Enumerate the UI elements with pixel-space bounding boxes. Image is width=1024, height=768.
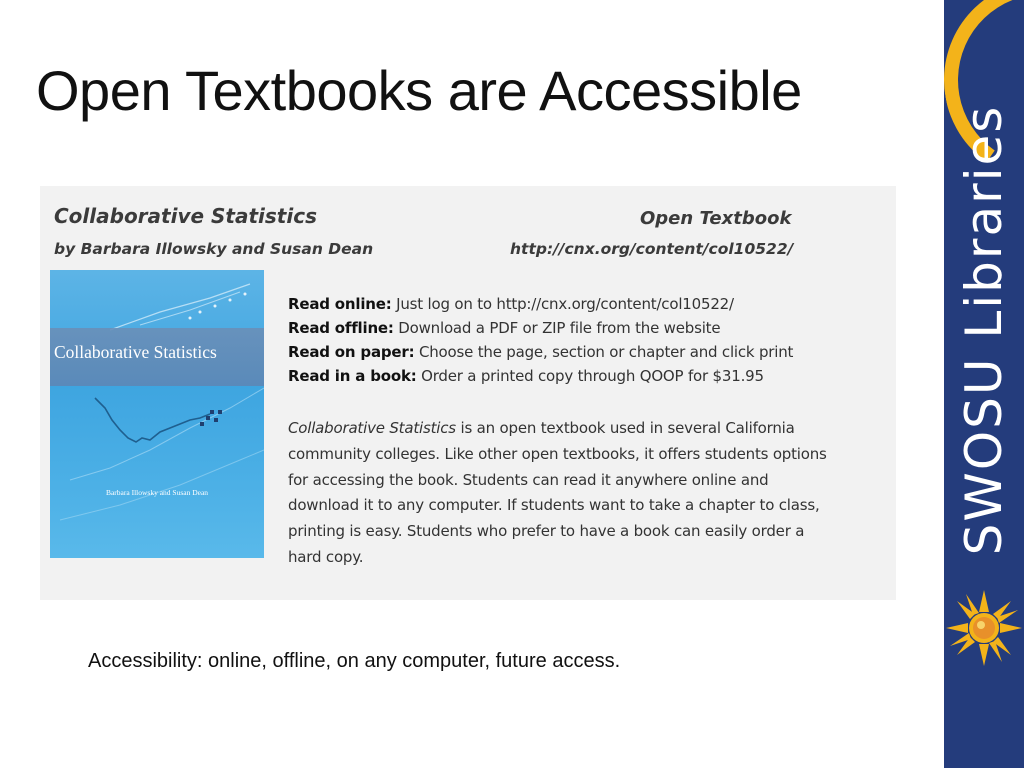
sidebar-brand-text: SWOSU Libraries (955, 104, 1013, 556)
access-option-text: Download a PDF or ZIP file from the website (398, 319, 721, 337)
slide-caption: Accessibility: online, offline, on any computer, future access. (88, 650, 621, 672)
access-option-paper (288, 340, 793, 364)
description-line (288, 416, 888, 442)
description-line: printing is easy. Students who prefer to have a book can easily order a (288, 522, 805, 541)
description-line: for accessing the book. Students can read it anywhere online and (288, 470, 769, 489)
description-line: hard copy. (288, 547, 364, 566)
description-line: community colleges. Like other open textbooks, it offers students options (288, 444, 827, 463)
description-book-name: Collaborative Statistics (288, 419, 456, 437)
access-option-offline (288, 316, 793, 340)
access-options-list (288, 292, 793, 388)
access-option-label: Read in a book: (288, 367, 417, 385)
access-option-text: Just log on to http://cnx.org/content/col10522/ (396, 295, 734, 313)
description-line-rest: is an open textbook used in several California (455, 419, 795, 437)
slide-title: Open Textbooks are Accessible (36, 59, 802, 122)
description-line: download it to any computer. If students want to take a chapter to class, (288, 496, 820, 515)
cover-authors: Barbara Illowsky and Susan Dean (105, 488, 209, 497)
book-description (288, 416, 888, 571)
cover-graph-decoration (50, 270, 264, 558)
access-option-label: Read online: (288, 295, 392, 313)
book-url: http://cnx.org/content/col10522/ (510, 240, 794, 258)
access-option-online (288, 292, 793, 316)
access-option-label: Read offline: (288, 319, 394, 337)
access-option-text: Choose the page, section or chapter and click print (418, 343, 794, 361)
cover-title: Collaborative Statistics (54, 342, 217, 362)
book-title: Collaborative Statistics (54, 204, 317, 228)
access-option-text: Order a printed copy through QOOP for $31.95 (421, 367, 764, 385)
open-textbook-label: Open Textbook (640, 208, 792, 229)
access-option-label: Read on paper: (288, 343, 415, 361)
access-option-book (288, 364, 793, 388)
sun-logo-icon (946, 590, 1022, 666)
book-cover (50, 270, 264, 558)
book-authors: by Barbara Illowsky and Susan Dean (54, 240, 374, 258)
